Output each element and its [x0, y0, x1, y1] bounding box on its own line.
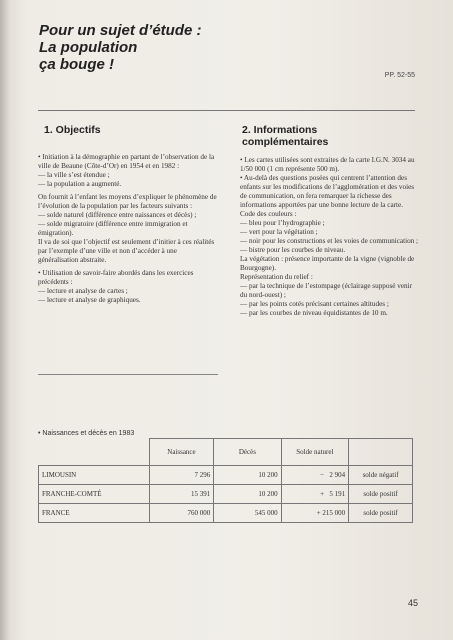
informations-list-item: — par la technique de l’estompage (éclairage supposé venir du nord-ouest) ; [240, 282, 413, 299]
informations-list-item: — par les courbes de niveau équidistantes de 10 m. [240, 309, 388, 317]
objectifs-paragraph: • Initiation à la démographie en partant de l’observation de la ville de Beaune (Côte-d’Or) en 1954 et en 1982 : [38, 153, 215, 170]
column-header-empty [349, 439, 413, 466]
title-line-3: ça bouge ! [39, 56, 115, 73]
cell-deces: 545 000 [214, 504, 281, 523]
cell-region: LIMOUSIN [39, 466, 150, 485]
title-line-1: Pour un sujet d’étude : [39, 22, 202, 39]
cell-naissance: 760 000 [149, 504, 214, 523]
cell-naissance: 15 391 [149, 485, 214, 504]
column-header-naissance: Naissance [149, 439, 214, 466]
objectifs-paragraph: • Utilisation de savoir-faire abordés dans les exercices précédents : [38, 269, 194, 286]
informations-heading-line-1: 2. Informations [242, 124, 318, 136]
cell-deces: 10 200 [214, 466, 281, 485]
cell-region: FRANCHE-COMTÉ [39, 485, 150, 504]
informations-paragraph: • Au-delà des questions posées qui centrent l’attention des enfants sur les modifications de l’agglomération et des voies de communication, on fera remarquer la richesse des informations apportées par une bonne lecture de la carte. [240, 174, 415, 209]
objectifs-list-item: — la ville s’est étendue ; [38, 171, 110, 179]
informations-heading [242, 124, 328, 148]
column-1-bottom-rule [38, 374, 218, 375]
objectifs-list-item: — la population a augmenté. [38, 180, 122, 188]
table-section-title: • Naissances et décès en 1983 [38, 430, 135, 437]
cell-solde [281, 466, 349, 485]
table-header-row [39, 439, 413, 466]
objectifs-list-item: — solde naturel (différence entre naissances et décès) ; [38, 211, 197, 219]
informations-paragraph: La végétation : présence importante de la vigne (vignoble de Bourgogne). [240, 255, 415, 272]
solde-value: 215 000 [322, 509, 346, 517]
table-corner [39, 439, 150, 466]
objectifs-list-item: — lecture et analyse de graphiques. [38, 296, 141, 304]
solde-value: 2 904 [329, 471, 346, 479]
informations-list-item: — bleu pour l’hydrographie ; [240, 219, 325, 227]
informations-paragraph: • Les cartes utilisées sont extraites de la carte I.G.N. 3034 au 1/50 000 (1 cm représente 500 m). [240, 156, 415, 173]
solde-sign: − [320, 471, 325, 479]
objectifs-column [38, 153, 218, 305]
objectifs-heading: 1. Objectifs [44, 124, 101, 136]
cell-deces: 10 200 [214, 485, 281, 504]
informations-list-item: — par les points cotés précisant certaines altitudes ; [240, 300, 389, 308]
informations-list-item: — bistre pour les courbes de niveau. [240, 246, 346, 254]
page-title [39, 22, 259, 73]
top-divider [38, 110, 415, 111]
page-binding-shadow [0, 0, 10, 640]
objectifs-list-item: — solde migratoire (différence entre immigration et émigration). [38, 220, 188, 237]
informations-list-item: — vert pour la végétation ; [240, 228, 318, 236]
pages-reference: PP. 52-55 [384, 72, 415, 79]
informations-paragraph: Représentation du relief : [240, 273, 313, 281]
column-header-deces: Décès [214, 439, 281, 466]
solde-sign: + [316, 509, 321, 517]
table-row [39, 485, 413, 504]
objectifs-paragraph: On fournit à l’enfant les moyens d’expliquer le phénomène de l’évolution de la population par les facteurs suivants : [38, 193, 217, 210]
births-deaths-table [38, 438, 413, 523]
objectifs-paragraph: Il va de soi que l’objectif est seulement d’initier à ces réalités par l’exemple d’une ville et non d’accéder à une généralisation abstraite. [38, 238, 215, 264]
cell-label: solde positif [349, 485, 413, 504]
title-line-2: La population [39, 39, 138, 56]
table-row [39, 504, 413, 523]
informations-paragraph: Code des couleurs : [240, 210, 297, 218]
cell-solde [281, 485, 349, 504]
informations-column [240, 156, 420, 318]
cell-naissance: 7 296 [149, 466, 214, 485]
solde-value: 5 191 [329, 490, 346, 498]
informations-list-item: — noir pour les constructions et les voies de communication ; [240, 237, 419, 245]
cell-solde [281, 504, 349, 523]
cell-region: FRANCE [39, 504, 150, 523]
solde-sign: + [320, 490, 325, 498]
cell-label: solde positif [349, 504, 413, 523]
column-header-solde: Solde naturel [281, 439, 349, 466]
table-row [39, 466, 413, 485]
informations-heading-line-2: complémentaires [242, 136, 329, 148]
objectifs-list-item: — lecture et analyse de cartes ; [38, 287, 128, 295]
cell-label: solde négatif [349, 466, 413, 485]
page-number: 45 [407, 598, 418, 608]
